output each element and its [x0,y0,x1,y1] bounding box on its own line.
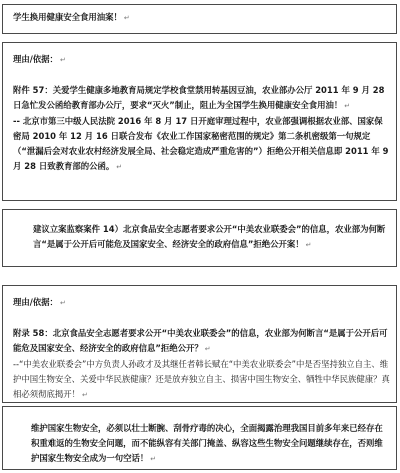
joint-committee-paragraph: --“中美农业联委会”中方负责人孙政才及其继任者韩长赋在“中美农业联委会”中是否坚持独立自主、维护中国生物安全、关爱中华民族健康？还是放弃独立自主、损害中国生物安全、牺牲中华民族健康？真相必须彻底揭开！ ↵ [13,357,390,403]
reason-box-1 [2,42,397,201]
reason-label-1: 理由/依据： ↵ [13,52,390,68]
reason-box-2 [2,285,397,403]
document-heading: 学生换用健康安全食用油案！ ↵ [13,10,390,26]
paragraph-mark-icon: ↵ [59,56,66,64]
paragraph-mark-icon: ↵ [123,14,130,22]
paragraph-mark-icon: ↵ [344,102,351,110]
paragraph-mark-icon: ↵ [82,391,88,399]
paragraph-mark-icon: ↵ [59,299,66,307]
proposal-14-text: 建议立案监察案件 14）北京食品安全志愿者要求公开“中美农业联委会”的信息，农业部为何断言“是属于公开后可能危及国家安全、经济安全的政府信息”拒绝公开案！ ↵ [13,222,390,253]
attachment-57-paragraph: 附件 57：关爱学生健康多地教育局规定学校食堂禁用转基因豆油，农业部办公厅 2011 年 9 月 28 日急忙发公函给教育部办公厅，要求“灭火”制止，阻止为全国学生换用健康安全食用油！ ↵ [13,83,390,114]
proposal-14-box [2,209,397,267]
closing-box [2,406,397,470]
paragraph-mark-icon: ↵ [305,241,312,249]
paragraph-mark-icon: ↵ [150,455,157,463]
paragraph-mark-icon: ↵ [116,163,123,171]
heading-box [2,4,397,34]
blank-line [13,311,390,326]
blank-line [13,68,390,83]
reason-label-2: 理由/依据： ↵ [13,295,390,311]
court-hearing-paragraph: -- 北京市第三中级人民法院 2016 年 8 月 17 日开庭审理过程中，农业部强调根据农业部、国家保密局 2010 年 12 月 16 日联合发布《农业工作国家秘密范围的规定》第二条机密级第一句规定（“泄漏后会对农业农村经济发展全局、社会稳定造成严重危害的”）拒绝公开相关信息即 2011 年 9 月 28 日致教育部的公函。 ↵ [13,114,390,175]
appendix-58-paragraph: 附录 58：北京食品安全志愿者要求公开“中美农业联委会”的信息，农业部为何断言“是属于公开后可能危及国家安全、经济安全的政府信息”拒绝公开？ ↵ [13,326,390,357]
paragraph-mark-icon: ↵ [204,345,211,353]
closing-statement: 维护国家生物安全，必须以壮士断腕、刮骨疗毒的决心，全面揭露治理我国目前多年来已经存在积重难返的生物安全问题，而不能纵容有关部门掩盖、纵容这些生物安全问题继续存在，否则维护国家生物安全成为一句空话！ ↵ [13,421,390,467]
